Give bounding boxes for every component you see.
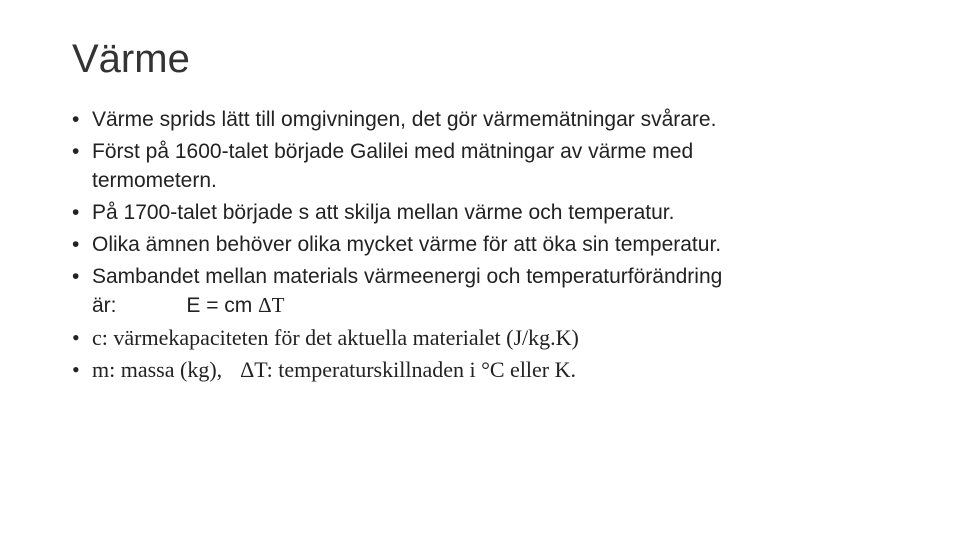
bullet-item (72, 198, 932, 227)
bullet-text: På 1700-talet började s att skilja mellan värme och temperatur. (92, 201, 675, 224)
bullet-text: Värme sprids lätt till omgivningen, det gör värmemätningar svårare. (92, 108, 717, 131)
bullet-item (72, 355, 932, 384)
bullet-text-continuation: termometern. (92, 169, 217, 192)
bullet-list (72, 105, 932, 387)
bullet-text: c: värmekapaciteten för det aktuella materialet (J/kg.K) (92, 325, 579, 350)
bullet-item (72, 230, 932, 259)
slide-title: Värme (72, 37, 190, 81)
heat-formula (186, 294, 284, 317)
bullet-item (72, 262, 932, 320)
bullet-text-delta-t: ΔT: temperaturskillnaden i °C eller K. (240, 357, 577, 382)
bullet-text-mass: m: massa (kg), (92, 357, 223, 382)
formula-prefix: är: (92, 294, 117, 317)
bullet-item (72, 137, 932, 195)
bullet-text-continuation (92, 291, 932, 320)
bullet-item (72, 105, 932, 134)
bullet-item (72, 323, 932, 352)
formula-lhs: E = cm (186, 294, 253, 317)
bullet-text: • Sambandet mellan materials värmeenergi och temperaturförändring (92, 265, 723, 288)
formula-delta-t: ΔT (258, 293, 285, 317)
bullet-text: • Först på 1600-talet började Galilei med mätningar av värme med (92, 140, 694, 163)
bullet-text: Olika ämnen behöver olika mycket värme för att öka sin temperatur. (92, 233, 722, 256)
